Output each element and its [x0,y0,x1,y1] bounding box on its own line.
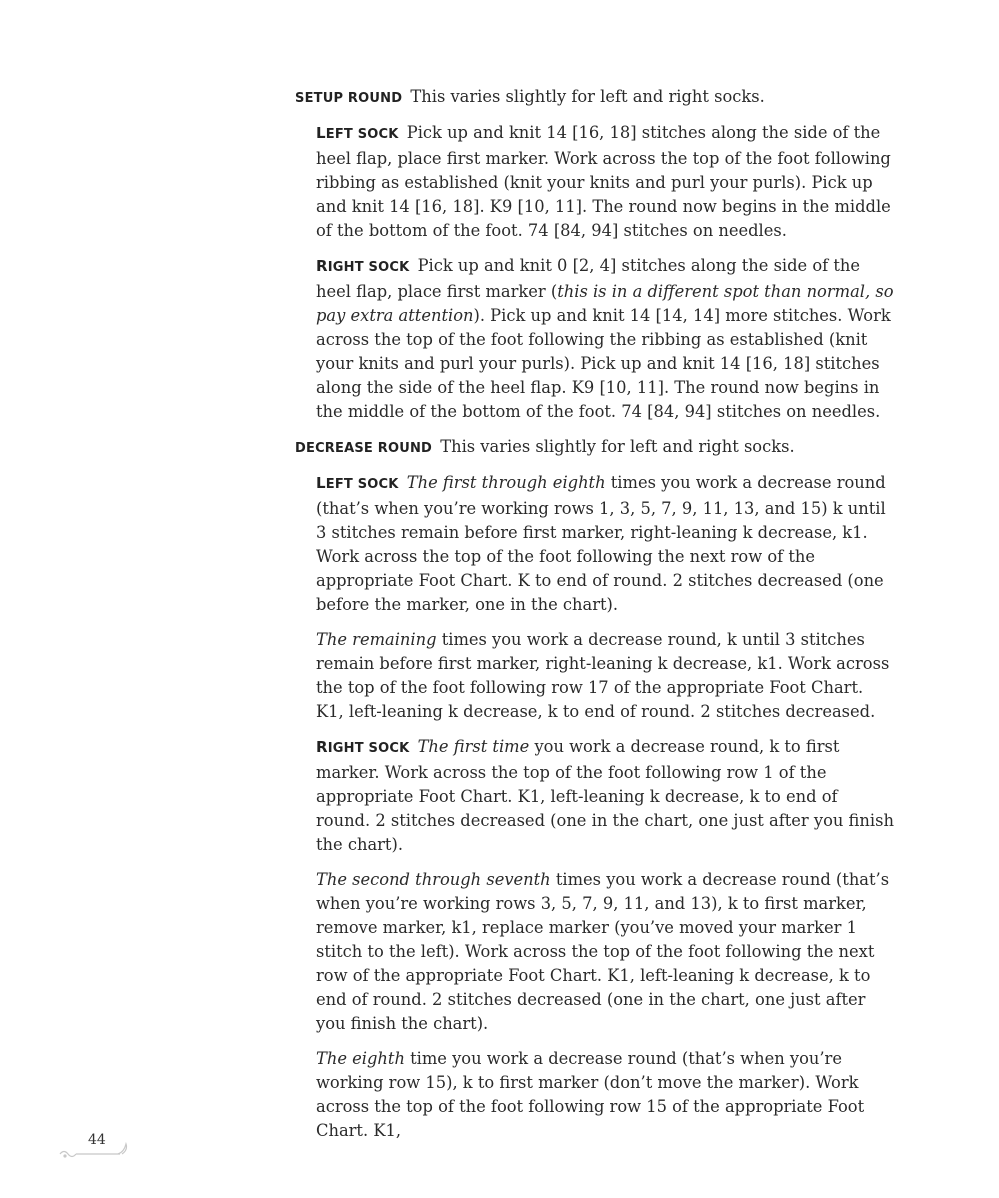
decrease-right-italic-1: The first time [417,737,530,756]
right-sock-label: RIGHT SOCK [316,257,410,275]
setup-left-sock-paragraph [316,121,895,243]
decrease-left-sock-paragraph-2 [316,628,895,724]
decrease-left-text-2: times you work a decrease round, k until 3 stitches remain before first marker, right-leaning k decrease, k1. Work across the top of the foot following row 17 of the appropriate Foot Chart. K1, left-leaning k decrease, k to end of round. 2 stitches decreased. [316,630,890,721]
decrease-left-sock-paragraph-1 [316,471,895,617]
page-folio [58,1132,138,1162]
setup-left-sock-text: Pick up and knit 14 [16, 18] stitches along the side of the heel flap, place first marker. Work across the top of the foot following ribbing as established (knit your knits and purl your purls). Pick up and knit 14 [16, 18]. K9 [10, 11]. The round now begins in the middle of the bottom of the foot. 74 [84, 94] stitches on needles. [316,123,891,240]
setup-right-sock-text-1: Pick up and knit 0 [2, 4] stitches along the side of the heel flap, place first marker ( [316,256,861,301]
decrease-right-italic-2: The second through seventh [316,870,551,889]
decrease-right-text-1: you work a decrease round, k to first marker. Work across the top of the foot following row 1 of the appropriate Foot Chart. K1, left-leaning k decrease, k to end of round. 2 stitches decreased (one in the chart, one just after you finish the chart). [316,737,894,854]
setup-round-paragraph [295,85,895,111]
decrease-left-italic-2: The remaining [316,630,437,649]
setup-round-intro: This varies slightly for left and right socks. [410,87,765,106]
decrease-round-intro: This varies slightly for left and right socks. [440,437,795,456]
decrease-right-text-2: times you work a decrease round (that’s when you’re working rows 3, 5, 7, 9, 11, and 13), k to first marker, remove marker, k1, replace marker (you’ve moved your marker 1 stitch to the left). Work across the top of the foot following the next row of the appropriate Foot Chart. K1, left-leaning k decrease, k to end of round. 2 stitches decreased (one in the chart, one just after you finish the chart). [316,870,890,1033]
setup-right-sock-paragraph [316,254,895,424]
setup-right-sock-italic: this is in a different spot than normal, so pay extra attention [316,282,894,325]
decrease-right-sock-paragraph-3 [316,1047,895,1143]
page-body [295,85,895,1154]
setup-round-label: SETUP ROUND [295,91,403,106]
decrease-right-text-3: time you work a decrease round (that’s when you’re working row 15), k to first marker (don’t move the marker). Work across the top of the foot following row 15 of the appropriate Foot Chart. K1, [316,1049,865,1140]
left-sock-label: LEFT SOCK [316,124,399,142]
left-sock-label: LEFT SOCK [316,474,399,492]
decrease-left-italic-1: The first through eighth [406,473,606,492]
decrease-right-sock-paragraph-1 [316,735,895,857]
decrease-round-paragraph [295,435,895,461]
decrease-left-text-1: times you work a decrease round (that’s when you’re working rows 1, 3, 5, 7, 9, 11, 13, and 15) k until 3 stitches remain before first marker, right-leaning k decrease, k1. Work across the top of the foot following the next row of the appropriate Foot Chart. K to end of round. 2 stitches decreased (one before the marker, one in the chart). [316,473,886,614]
decrease-right-italic-3: The eighth [316,1049,405,1068]
decrease-right-sock-paragraph-2 [316,868,895,1036]
page-number: 44 [88,1132,106,1148]
right-sock-label: RIGHT SOCK [316,738,410,756]
decrease-round-label: DECREASE ROUND [295,441,433,456]
setup-right-sock-text-2: ). Pick up and knit 14 [14, 14] more stitches. Work across the top of the foot following the ribbing as established (knit your knits and purl your purls). Pick up and knit 14 [16, 18] stitches along the side of the heel flap. K9 [10, 11]. The round now begins in the middle of the bottom of the foot. 74 [84, 94] stitches on needles. [316,306,891,421]
